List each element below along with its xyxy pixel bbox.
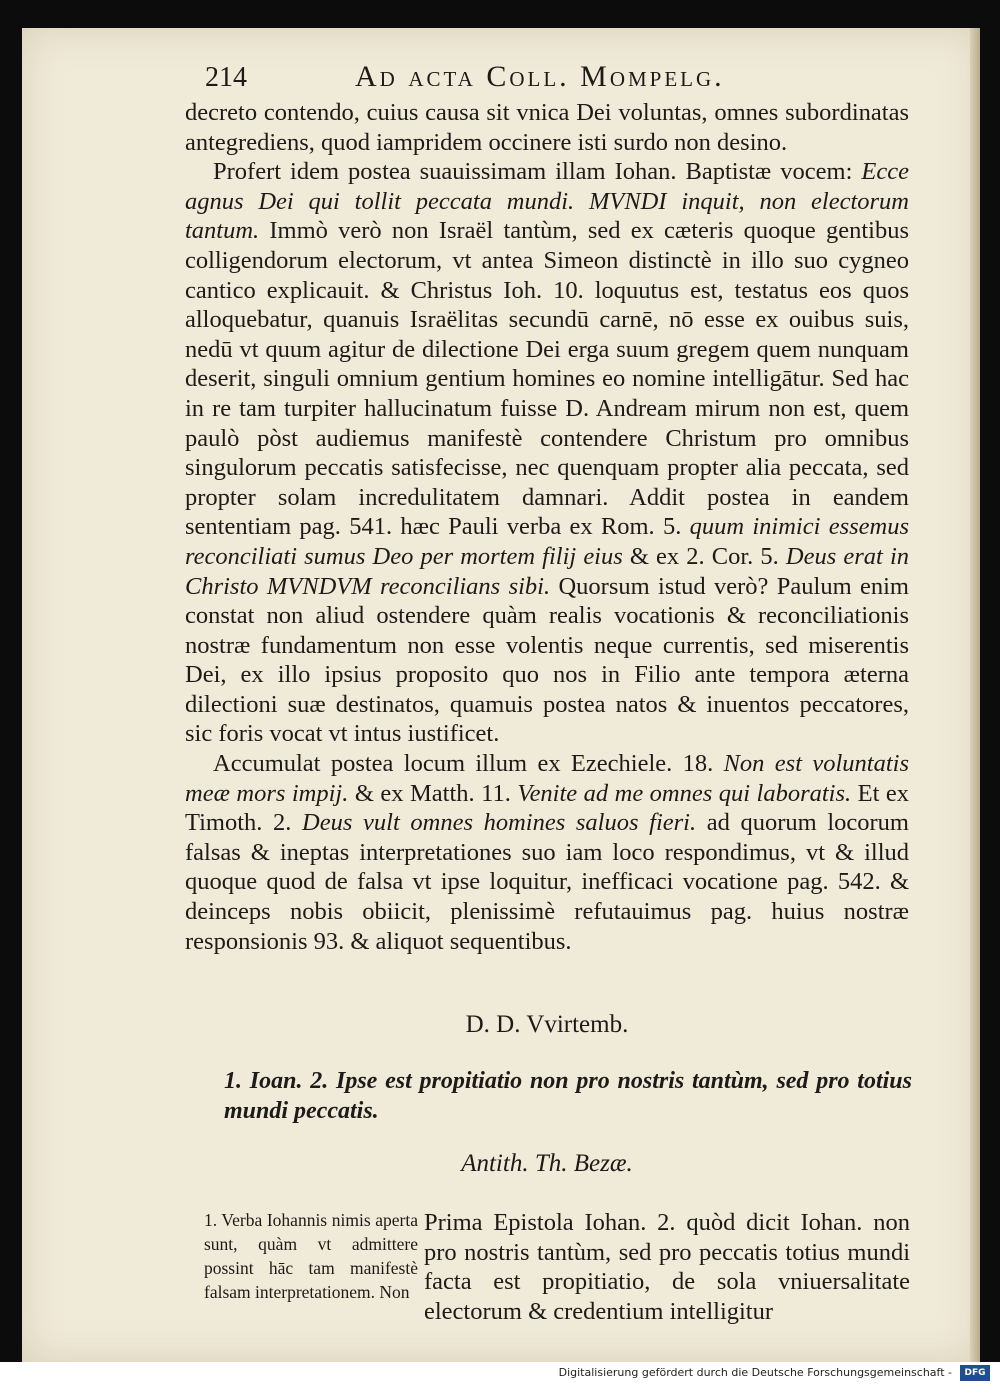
paragraph-3-text: Et ex Timoth. 2.	[185, 779, 910, 837]
paragraph-1-text: decreto contendo, cuius causa sit vnica Dei voluntas, omnes subordinatas antegrediens, quod iampridem occinere isti surdo non desino.	[185, 99, 909, 156]
paragraph-3	[185, 749, 909, 956]
scripture-quote: Venite ad me omnes qui laboratis.	[517, 779, 852, 807]
section-heading: D. D. Vvirtemb.	[465, 1011, 629, 1038]
scripture-quote: Deus vult omnes homines saluos fieri.	[302, 809, 697, 837]
paragraph-2-text: & ex 2. Cor. 5.	[622, 542, 786, 570]
paragraph-3-start: Accumulat postea locum illum ex Ezechiele. 18.	[213, 750, 724, 778]
bottom-paragraph: Prima Epistola Iohan. 2. quòd dicit Iohan. non pro nostris tantùm, sed pro peccatis totius mundi facta est propitiatio, de sola vniuersalitate electorum & credentium intelligitur	[424, 1209, 910, 1325]
running-head	[205, 58, 915, 102]
antithesis-heading: Antith. Th. Bezæ.	[461, 1150, 633, 1177]
dfg-logo: DFG	[960, 1365, 990, 1381]
scripture-quote: Non est voluntatis meæ mors impij.	[185, 750, 909, 807]
running-title: Ad acta Coll. Mompelg.	[355, 60, 725, 93]
paragraph-1	[185, 98, 909, 157]
paragraph-2	[185, 157, 909, 749]
main-text	[185, 98, 909, 956]
book-page	[22, 28, 980, 1362]
bible-quote: 1. Ioan. 2. Ipse est propitiatio non pro nostris tantùm, sed pro totius mundi peccatis.	[224, 1068, 912, 1124]
margin-note: 1. Verba Iohannis nimis aperta sunt, quàm vt admittere possint hāc tam manifestè falsam interpretationem. Non	[204, 1210, 418, 1302]
paragraph-3-text: & ex Matth. 11.	[348, 779, 518, 807]
scripture-quote: Ecce agnus Dei qui tollit peccata mundi. MVNDI inquit, non electorum tantum.	[185, 158, 909, 245]
paragraph-2-start: Profert idem postea suauissimam illam Iohan. Baptistæ vocem:	[213, 158, 862, 186]
page-edge	[970, 28, 980, 1362]
scripture-quote: Deus erat in Christo MVNDVM reconcilians sibi.	[185, 542, 909, 600]
footer-bar	[0, 1362, 1000, 1384]
scripture-quote: quum inimici essemus reconciliati sumus Deo per mortem filij eius	[185, 513, 909, 570]
funding-note: Digitalisierung gefördert durch die Deutsche Forschungsgemeinschaft -	[558, 1366, 952, 1379]
paragraph-3-end: ad quorum locorum falsas & ineptas interpretationes suo iam loco respondimus, vt & illud quoque quod de falsa vt ipse loquitur, inefficaci vocatione pag. 542. & deinceps nobis obiicit, plenissimè refutauimus pag. huius nostræ responsionis 93. & aliquot sequentibus.	[185, 809, 909, 955]
paragraph-2-end: Quorsum istud verò? Paulum enim constat non aliud ostendere quàm realis vocationis & reconciliationis nostræ fundamentum non esse volentis neque currentis, sed miserentis Dei, ex illo ipsius proposito quo nos in Filio ante tempora æterna dilectioni suæ destinatos, quamuis postea natos & inuentos peccatores, sic foris vocat vt intus iustificet.	[185, 572, 909, 748]
page-number: 214	[205, 62, 247, 93]
paragraph-2-text: Immò verò non Israël tantùm, sed ex cæteris quoque gentibus colligendorum electorum, vt antea Simeon distinctè in illo suo cygneo cantico explicauit. & Christus Ioh. 10. loquutus est, testatus eos quos alloquebatur, quanuis Israëlitas secundū carnē, nō esse ex ouibus suis, nedū vt quum agitur de dilectione Dei erga suum gregem quem nunquam deserit, singuli omnium gentium homines eo nomine intelligātur. Sed hac in re tam turpiter hallucinatum fuisse D. Andream mirum non est, quem paulò pòst audiemus manifestè contendere Christum pro omnibus singulorum peccatis satisfecisse, nec quenquam propter alia peccata, sed propter solam incredulitatem damnari. Addit postea in eandem sententiam pag. 541. hæc Pauli verba ex Rom. 5.	[185, 217, 909, 541]
